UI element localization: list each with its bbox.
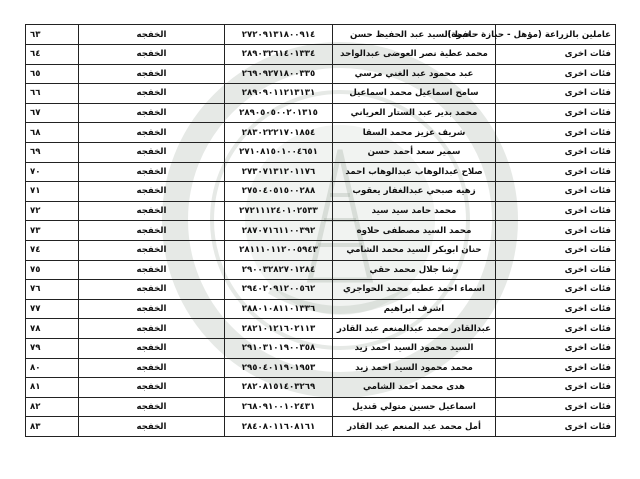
row-number: ٧٩: [26, 338, 79, 358]
row-number: ٨٢: [26, 397, 79, 417]
region-cell: الخفجه: [79, 25, 225, 45]
category-cell: فئات اخرى: [496, 162, 616, 182]
national-id-cell: ٢٩٤٠٢٠٩١٢٠٠٥٦٢: [225, 280, 333, 300]
national-id-cell: ٢٧١٠٨١٥٠١٠٠٤٦٥١: [225, 142, 333, 162]
row-number: ٦٣: [26, 25, 79, 45]
table-row: [26, 84, 616, 104]
national-id-cell: ٢٨٢٠٨١٥١٤٠٣٢٦٩: [225, 378, 333, 398]
region-cell: الخفجه: [79, 221, 225, 241]
name-cell: شريف عزيز محمد السقا: [333, 123, 496, 143]
row-number: ٦٩: [26, 142, 79, 162]
table-row: [26, 319, 616, 339]
row-number: ٦٤: [26, 45, 79, 65]
table-row: [26, 64, 616, 84]
name-cell: زهيه صبحي عبدالغفار يعقوب: [333, 182, 496, 202]
national-id-cell: ٢٩٥٠٤٠١١٩٠١٩٥٣: [225, 358, 333, 378]
name-cell: أمل محمد عبد المنعم عبد القادر: [333, 417, 496, 437]
row-number: ٨١: [26, 378, 79, 398]
category-cell: فئات اخرى: [496, 397, 616, 417]
name-cell: سامح اسماعيل محمد اسماعيل: [333, 84, 496, 104]
table-row: [26, 299, 616, 319]
region-cell: الخفجه: [79, 201, 225, 221]
category-cell: فئات اخرى: [496, 45, 616, 65]
table-row: [26, 25, 616, 45]
category-cell: فئات اخرى: [496, 182, 616, 202]
national-id-cell: ٢٨٩٠٩٠١١٢١٣١٣١: [225, 84, 333, 104]
table-row: [26, 182, 616, 202]
national-id-cell: ٢٨٩٠٥٠٥٠٠٢٠١٣١٥: [225, 103, 333, 123]
category-cell: فئات اخرى: [496, 338, 616, 358]
category-cell: فئات اخرى: [496, 378, 616, 398]
national-id-cell: ٢٩١٠٣١٠١٩٠٠٣٥٨: [225, 338, 333, 358]
national-id-cell: ٢٨٩٠٣٢٦١٤٠١٣٣٤: [225, 45, 333, 65]
region-cell: الخفجه: [79, 378, 225, 398]
row-number: ٧٧: [26, 299, 79, 319]
table-row: [26, 162, 616, 182]
region-cell: الخفجه: [79, 299, 225, 319]
national-id-cell: ٢٨٢١٠١٢١٦٠٢١١٣: [225, 319, 333, 339]
name-cell: عبد محمود عبد الغني مرسي: [333, 64, 496, 84]
row-number: ٧٤: [26, 240, 79, 260]
region-cell: الخفجه: [79, 319, 225, 339]
category-cell: فئات اخرى: [496, 299, 616, 319]
category-cell: فئات اخرى: [496, 64, 616, 84]
name-cell: اسماء احمد عطيه محمد الحواجري: [333, 280, 496, 300]
region-cell: الخفجه: [79, 162, 225, 182]
national-id-cell: ٢٨٣٠٢٢٢١٧٠١٨٥٤: [225, 123, 333, 143]
region-cell: الخفجه: [79, 338, 225, 358]
row-number: ٧٥: [26, 260, 79, 280]
category-cell: فئات اخرى: [496, 417, 616, 437]
table-row: [26, 260, 616, 280]
roster-body: [26, 25, 616, 437]
region-cell: الخفجه: [79, 240, 225, 260]
row-number: ٦٧: [26, 103, 79, 123]
name-cell: محمد محمود السيد احمد زيد: [333, 358, 496, 378]
name-cell: محمد حامد سيد سيد: [333, 201, 496, 221]
national-id-cell: ٢٧٥٠٤٠٥١٥٠٠٢٨٨: [225, 182, 333, 202]
name-cell: محمد عطية نصر العوضى عبدالواحد: [333, 45, 496, 65]
table-row: [26, 240, 616, 260]
region-cell: الخفجه: [79, 397, 225, 417]
national-id-cell: ٢٦٨٠٩١٠٠١٠٢٤٣١: [225, 397, 333, 417]
region-cell: الخفجه: [79, 417, 225, 437]
row-number: ٧٨: [26, 319, 79, 339]
table-row: [26, 142, 616, 162]
category-cell: فئات اخرى: [496, 84, 616, 104]
name-cell: اشرف ابراهيم: [333, 299, 496, 319]
row-number: ٧٠: [26, 162, 79, 182]
table-row: [26, 103, 616, 123]
region-cell: الخفجه: [79, 358, 225, 378]
row-number: ٦٦: [26, 84, 79, 104]
table-row: [26, 221, 616, 241]
row-number: ٧٣: [26, 221, 79, 241]
name-cell: محمد السيد مصطفى حلاوه: [333, 221, 496, 241]
row-number: ٧٦: [26, 280, 79, 300]
national-id-cell: ٢٧٣٠٧١٣١٢٠١١٧٦: [225, 162, 333, 182]
national-id-cell: ٢٨٤٠٨٠١١٦٠٨١٦١: [225, 417, 333, 437]
table-row: [26, 397, 616, 417]
category-cell: فئات اخرى: [496, 103, 616, 123]
category-cell: فئات اخرى: [496, 142, 616, 162]
region-cell: الخفجه: [79, 84, 225, 104]
region-cell: الخفجه: [79, 182, 225, 202]
category-cell: فئات اخرى: [496, 358, 616, 378]
category-cell: فئات اخرى: [496, 319, 616, 339]
national-id-cell: ٢٧٢١١١٢٤٠١٠٢٥٣٣: [225, 201, 333, 221]
table-row: [26, 280, 616, 300]
national-id-cell: ٢٨٧٠٧١٦١١٠٠٣٩٢: [225, 221, 333, 241]
category-cell: فئات اخرى: [496, 123, 616, 143]
category-cell: فئات اخرى: [496, 280, 616, 300]
name-cell: هدى محمد احمد الشامي: [333, 378, 496, 398]
national-id-cell: ٢٩٠٠٣٢٨٢٧٠١٢٨٤: [225, 260, 333, 280]
row-number: ٦٨: [26, 123, 79, 143]
category-cell: فئات اخرى: [496, 240, 616, 260]
category-cell: فئات اخرى: [496, 221, 616, 241]
row-number: ٧٢: [26, 201, 79, 221]
table-row: [26, 417, 616, 437]
region-cell: الخفجه: [79, 64, 225, 84]
region-cell: الخفجه: [79, 103, 225, 123]
name-cell: اسماعيل حسين متولي قنديل: [333, 397, 496, 417]
row-number: ٦٥: [26, 64, 79, 84]
region-cell: الخفجه: [79, 280, 225, 300]
row-number: ٨٠: [26, 358, 79, 378]
table-row: [26, 201, 616, 221]
name-cell: رشا جلال محمد حقي: [333, 260, 496, 280]
national-id-cell: ٢٧٢٠٩١٣١٨٠٠٩١٤: [225, 25, 333, 45]
row-number: ٨٣: [26, 417, 79, 437]
name-cell: حنان ابوبكر السيد محمد الشامي: [333, 240, 496, 260]
table-row: [26, 123, 616, 143]
name-cell: عبدالقادر محمد عبدالمنعم عبد القادر: [333, 319, 496, 339]
national-id-cell: ٢٨١١١٠١١٢٠٠٥٩٤٣: [225, 240, 333, 260]
category-cell: فئات اخرى: [496, 260, 616, 280]
table-row: [26, 45, 616, 65]
national-id-cell: ٢٦٩٠٩٢٧١٨٠٠٣٣٥: [225, 64, 333, 84]
category-cell: عاملين بالزراعة (مؤهل - حيازة - خبرة): [496, 25, 616, 45]
row-number: ٧١: [26, 182, 79, 202]
national-id-cell: ٢٨٨٠١٠٨١١٠١٣٣٦: [225, 299, 333, 319]
name-cell: صلاح عبدالوهاب عبدالوهاب احمد: [333, 162, 496, 182]
region-cell: الخفجه: [79, 123, 225, 143]
region-cell: الخفجه: [79, 260, 225, 280]
category-cell: فئات اخرى: [496, 201, 616, 221]
name-cell: السيد محمود السيد احمد زيد: [333, 338, 496, 358]
region-cell: الخفجه: [79, 142, 225, 162]
table-row: [26, 378, 616, 398]
name-cell: محمد بدير عبد الستار العرياني: [333, 103, 496, 123]
table-row: [26, 358, 616, 378]
table-row: [26, 338, 616, 358]
roster-table: [25, 24, 616, 437]
name-cell: حافظ السيد عبد الحفيظ حسن: [333, 25, 496, 45]
name-cell: سمير سعد أحمد حسن: [333, 142, 496, 162]
region-cell: الخفجه: [79, 45, 225, 65]
